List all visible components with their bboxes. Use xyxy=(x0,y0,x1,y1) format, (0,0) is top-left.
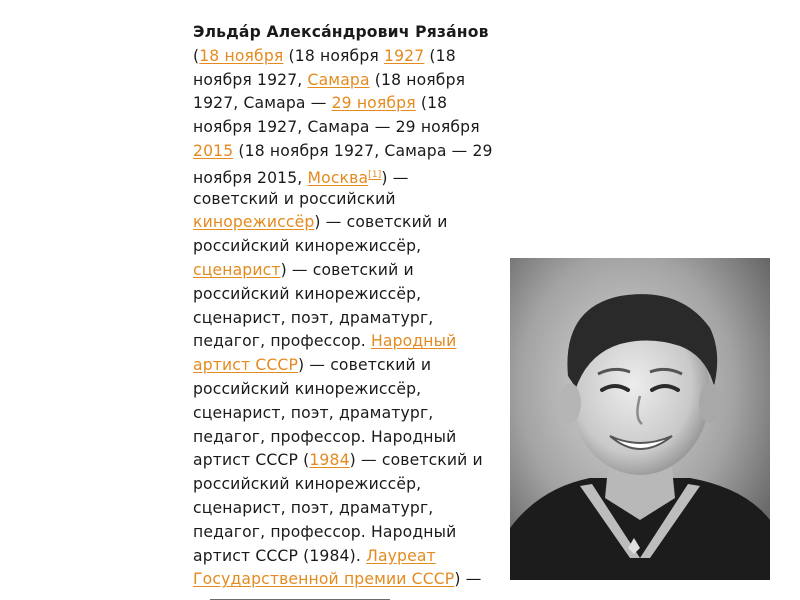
text-line: ноября 1927, Самара — 29 ноября xyxy=(193,118,480,137)
link-peoples-artist-cont[interactable]: артист СССР xyxy=(193,356,299,375)
text-fragment: ноября 2015, xyxy=(193,168,308,187)
text-fragment: (18 xyxy=(415,94,448,113)
link-screenwriter[interactable]: сценарист xyxy=(193,260,281,279)
text-fragment: артист СССР (1984). xyxy=(193,546,367,565)
text-line xyxy=(193,21,588,45)
person-name-heading: Эльда́р Алекса́ндрович Ряза́нов xyxy=(193,23,489,41)
text-line: российский кинорежиссёр, xyxy=(193,237,422,256)
text-line xyxy=(193,140,588,164)
text-fragment: ) — советский и xyxy=(298,356,432,375)
link-state-prize[interactable]: Государственной премии СССР xyxy=(193,570,455,589)
text-line xyxy=(193,92,588,116)
link-title-year[interactable]: 1984 xyxy=(309,451,350,470)
text-line xyxy=(193,211,588,235)
link-death-date[interactable]: 29 ноября xyxy=(331,94,416,113)
text-fragment: (18 ноября xyxy=(283,46,385,65)
text-line xyxy=(193,45,588,69)
link-film-director[interactable]: кинорежиссёр xyxy=(193,213,315,232)
text-line: сценарист, поэт, драматург, xyxy=(193,403,434,422)
portrait-photo-icon xyxy=(510,258,770,580)
text-fragment: (18 ноября xyxy=(369,70,466,89)
text-fragment: ) — советский и xyxy=(314,213,448,232)
text-fragment: ( xyxy=(193,46,200,65)
text-line: сценарист, поэт, драматург, xyxy=(193,498,434,517)
link-peoples-artist[interactable]: Народный xyxy=(371,332,457,351)
link-birth-city[interactable]: Самара xyxy=(307,70,370,89)
link-laureate[interactable]: Лауреат xyxy=(366,546,436,565)
text-line: педагог, профессор. Народный xyxy=(193,522,457,541)
text-line: педагог, профессор. Народный xyxy=(193,427,457,446)
text-fragment: (18 xyxy=(424,46,456,65)
text-line: советский и российский xyxy=(193,189,396,208)
text-fragment: артист СССР ( xyxy=(193,451,310,470)
link-birth-year[interactable]: 1927 xyxy=(384,46,425,65)
text-fragment: (18 ноября 1927, Самара — 29 xyxy=(233,141,493,160)
link-birth-date[interactable]: 18 ноября xyxy=(199,46,284,65)
text-line: сценарист, поэт, драматург, xyxy=(193,308,434,327)
text-line: российский кинорежиссёр, xyxy=(193,284,422,303)
text-line: российский кинорежиссёр, xyxy=(193,379,422,398)
text-line xyxy=(193,164,588,188)
footnote-link[interactable]: [1] xyxy=(368,169,382,180)
link-death-city[interactable]: Москва xyxy=(307,168,369,187)
text-fragment: ноября 1927, xyxy=(193,70,308,89)
text-fragment: 1927, Самара — xyxy=(193,94,332,113)
text-fragment: ) — xyxy=(381,168,409,187)
text-fragment: ) — xyxy=(454,570,482,589)
link-death-year[interactable]: 2015 xyxy=(193,141,234,160)
text-fragment: ) — советский и xyxy=(349,451,483,470)
text-line: российский кинорежиссёр, xyxy=(193,475,422,494)
text-fragment: педагог, профессор. xyxy=(193,332,372,351)
text-line xyxy=(193,69,588,93)
portrait-drawing xyxy=(510,258,770,580)
text-fragment: ) — советский и xyxy=(280,260,414,279)
